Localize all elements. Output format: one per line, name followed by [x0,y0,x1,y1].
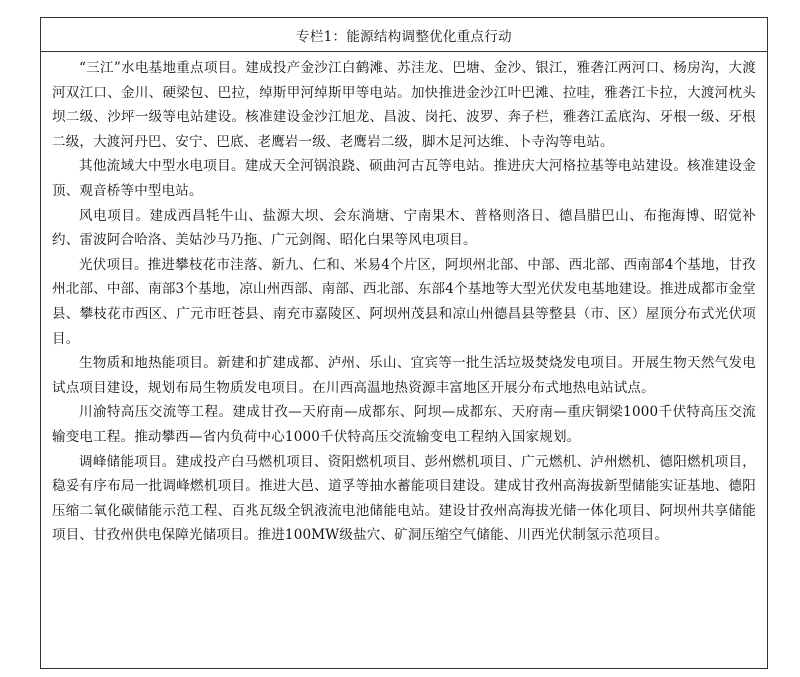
column-title: 专栏1：能源结构调整优化重点行动 [41,18,767,52]
paragraph-other-hydropower: 其他流域大中型水电项目。建成天全河锅浪跷、硕曲河古瓦等电站。推进庆大河格拉基等电站建设。核准建设金顶、观音桥等中型电站。 [52,158,756,199]
paragraph-biomass-geothermal: 生物质和地热能项目。新建和扩建成都、泸州、乐山、宜宾等一批生活垃圾焚烧发电项目。开展生物天然气发电试点项目建设，规划布局生物质发电项目。在川西高温地热资源丰富地区开展分布式地热电站试点。 [52,355,756,396]
paragraph-wind-power: 风电项目。建成西昌牦牛山、盐源大坝、会东淌塘、宁南果木、普格则洛日、德昌腊巴山、布拖海博、昭觉补约、雷波阿合哈洛、美姑沙马乃拖、广元剑阁、昭化白果等风电项目。 [52,207,756,249]
paragraph-photovoltaic: 光伏项目。推进攀枝花市洼落、新九、仁和、米易4个片区，阿坝州北部、中部、西北部、西南部4个基地，甘孜州北部、中部、南部3个基地，凉山州西部、南部、西北部、东部4个基地等大型光伏发电基地建设。推进成都市金堂县、攀枝花市西区、广元市旺苍县、南充市嘉陵区、阿坝州茂县和凉山州德昌县等整县（市、区）屋顶分布式光伏项目。 [52,256,756,347]
column-body [41,52,767,548]
paragraph-uhv-transmission: 川渝特高压交流等工程。建成甘孜—天府南—成都东、阿坝—成都东、天府南—重庆铜梁1000千伏特高压交流输变电工程。推动攀西—省内负荷中心1000千伏特高压交流输变电工程纳入国家规划。 [52,404,756,445]
paragraph-hydropower-bases: “三江”水电基地重点项目。建成投产金沙江白鹤滩、苏洼龙、巴塘、金沙、银江，雅砻江两河口、杨房沟，大渡河双江口、金川、硬梁包、巴拉，绰斯甲河绰斯甲等电站。加快推进金沙江叶巴滩、拉哇，雅砻江卡拉，大渡河枕头坝二级、沙坪一级等电站建设。核准建设金沙江旭龙、昌波、岗托、波罗、奔子栏，雅砻江孟底沟、牙根一级、牙根二级，大渡河丹巴、安宁、巴底、老鹰岩一级、老鹰岩二级，脚木足河达维、卜寺沟等电站。 [52,60,756,150]
paragraph-peak-storage: 调峰储能项目。建成投产白马燃机项目、资阳燃机项目、彭州燃机项目、广元燃机、泸州燃机、德阳燃机项目，稳妥有序布局一批调峰燃机项目。推进大邑、道孚等抽水蓄能项目建设。建成甘孜州高海拔新型储能实证基地、德阳压缩二氧化碳储能示范工程、百兆瓦级全钒液流电池储能电站。建设甘孜州高海拔光储一体化项目、阿坝州共享储能项目、甘孜州供电保障光储项目。推进100MW级盐穴、矿洞压缩空气储能、川西光伏制氢示范项目。 [52,453,756,544]
column-box [40,17,768,669]
